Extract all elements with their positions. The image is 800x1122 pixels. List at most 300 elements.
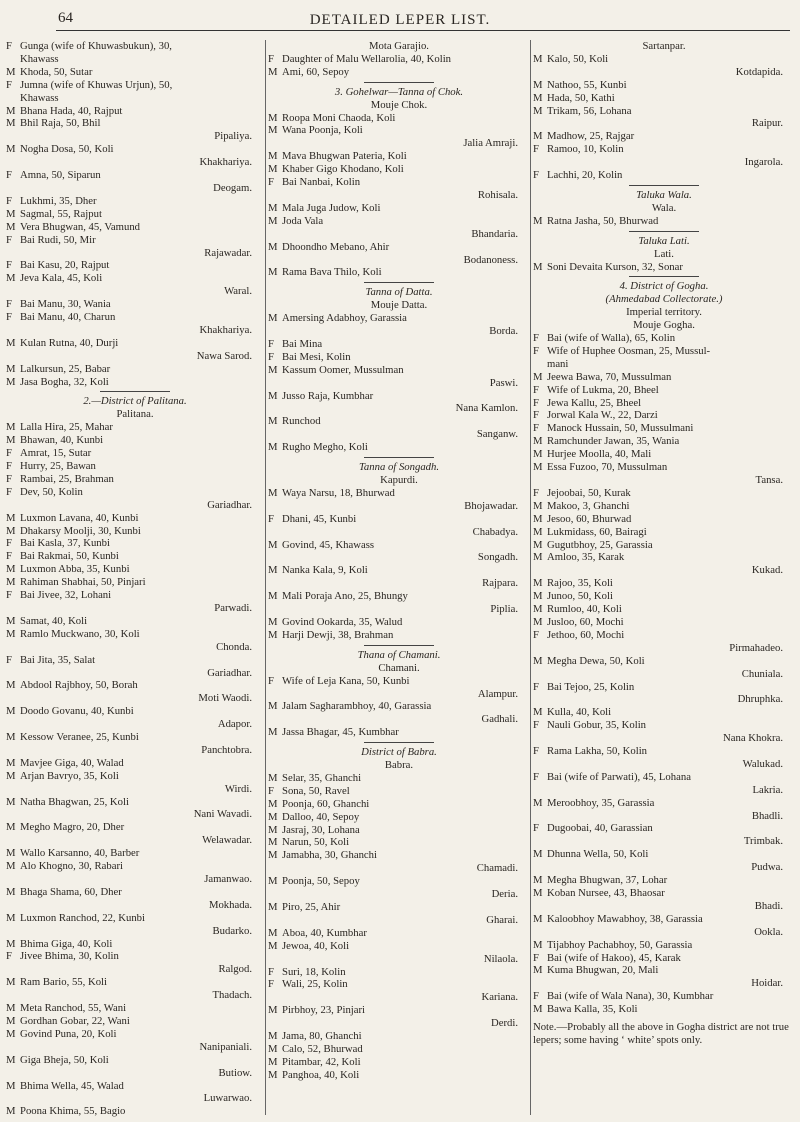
sex-marker: M	[533, 512, 543, 525]
entry-text: Rama Lakha, 50, Kolin	[547, 745, 648, 758]
sex-marker: M	[533, 938, 543, 951]
sex-marker: F	[6, 460, 12, 472]
sex-marker: M	[6, 220, 16, 233]
entry-text: Nogha Dosa, 50, Koli	[20, 143, 114, 156]
sex-marker: F	[268, 350, 274, 363]
sex-marker: M	[6, 821, 16, 834]
sex-marker: F	[533, 486, 539, 499]
entry-text: Dalloo, 40, Sepoy	[282, 810, 360, 823]
leper-entry	[533, 797, 795, 810]
entry-text: Luxmon Abba, 35, Kunbi	[20, 563, 130, 576]
village-name: Pirmahadeo.	[729, 641, 783, 654]
leper-entry	[533, 771, 795, 784]
leper-entry	[6, 486, 264, 499]
column-1	[6, 40, 264, 1118]
sex-marker: M	[6, 1053, 16, 1066]
village-name: Ralgod.	[218, 963, 252, 976]
sex-marker: M	[6, 1027, 16, 1040]
sex-marker: M	[533, 91, 543, 104]
leper-entry	[6, 363, 264, 376]
leper-entry	[268, 312, 530, 325]
entry-text: Piro, 25, Ahir	[282, 901, 341, 913]
leper-entry	[6, 337, 264, 350]
entry-text: Wife of Leja Kana, 50, Kunbi	[282, 674, 410, 687]
sex-marker: F	[533, 143, 539, 156]
village-name: Gariadhar.	[207, 498, 252, 511]
leper-entry	[268, 241, 530, 254]
village-name: Panchtobra.	[201, 743, 252, 756]
sex-marker: M	[6, 627, 16, 640]
footnote: Note.—Probably all the above in Gogha district are not true lepers; some having ‘ white’ spots only.	[533, 1021, 789, 1046]
entry-text: Trikam, 56, Lohana	[547, 104, 632, 117]
leper-entry	[6, 169, 264, 182]
sex-marker: M	[6, 207, 16, 220]
leper-entry	[533, 92, 795, 105]
sex-marker: M	[268, 415, 278, 428]
leper-entry	[6, 550, 264, 563]
sex-marker: M	[268, 726, 278, 739]
entry-text: Daughter of Malu Wellarolia, 40, Kolin	[282, 52, 452, 65]
entry-text: Sona, 50, Ravel	[282, 784, 350, 797]
entry-text: Lachhi, 20, Kolin	[547, 169, 623, 182]
section-divider	[364, 742, 434, 743]
place-heading: Imperial territory.	[626, 306, 702, 319]
leper-entry	[6, 66, 264, 79]
leper-entry	[6, 938, 264, 951]
sex-marker: M	[268, 849, 278, 862]
section-heading: Tanna of Datta.	[365, 286, 433, 299]
entry-text: Mavjee Giga, 40, Walad	[20, 756, 124, 769]
leper-entry	[533, 105, 795, 118]
place-heading: Palitana.	[116, 408, 154, 421]
sex-marker: M	[533, 848, 543, 861]
entry-text: Jasraj, 30, Lohana	[282, 823, 360, 836]
village-name: Chuniala.	[741, 667, 783, 680]
sex-marker: M	[268, 926, 278, 939]
sex-marker: M	[533, 551, 543, 564]
leper-entry	[6, 376, 264, 389]
village-name: Walukad.	[742, 757, 783, 770]
sex-marker: M	[533, 706, 543, 719]
village-name: Bhadi.	[754, 899, 783, 912]
entry-text: Bai Mesi, Kolin	[282, 350, 351, 363]
leper-entry	[6, 1028, 264, 1041]
sex-marker: M	[6, 769, 16, 782]
sex-marker: F	[533, 396, 539, 409]
entry-text: Rahiman Shabhai, 50, Pinjari	[20, 576, 146, 589]
sex-marker: M	[533, 448, 543, 461]
entry-text: Kuma Bhugwan, 20, Mali	[547, 964, 659, 977]
sex-marker: F	[533, 169, 539, 182]
sex-marker: M	[6, 705, 16, 718]
sex-marker: M	[268, 797, 278, 810]
entry-text: Runchod	[282, 415, 321, 428]
entry-text: Koban Nursee, 43, Bhaosar	[547, 887, 665, 899]
sex-marker: M	[533, 52, 543, 65]
place-heading: Lati.	[654, 247, 674, 260]
leper-entry	[6, 705, 264, 718]
entry-text: Bhima Giga, 40, Koli	[20, 937, 113, 950]
entry-text: Sagmal, 55, Rajput	[20, 207, 102, 220]
entry-text: Ratna Jasha, 50, Bhurwad	[547, 214, 659, 227]
entry-text: Meroobhoy, 35, Garassia	[547, 796, 655, 809]
leper-entry	[6, 912, 264, 925]
sex-marker: M	[6, 434, 16, 447]
entry-text: Pirbhoy, 23, Pinjari	[282, 1004, 366, 1017]
leper-entry	[533, 332, 795, 345]
entry-text: Lalla Hira, 25, Mahar	[20, 421, 113, 434]
running-head: DETAILED LEPER LIST.	[309, 12, 491, 28]
sex-marker: M	[6, 860, 16, 873]
entry-text: Kaloobhoy Mawabhoy, 38, Garassia	[547, 912, 703, 925]
sex-marker: M	[6, 421, 16, 434]
entry-text: Alo Khogno, 30, Rabari	[20, 860, 124, 873]
village-name: Welawadar.	[202, 834, 252, 847]
entry-text: Govind Puna, 20, Koli	[20, 1027, 117, 1040]
leper-entry	[6, 628, 264, 641]
sex-marker: M	[268, 810, 278, 823]
village-name: Pudwa.	[751, 861, 783, 874]
sex-marker: M	[6, 756, 16, 769]
leper-entry	[533, 130, 795, 143]
sex-marker: M	[6, 1079, 16, 1092]
entry-continuation: Khawass	[20, 52, 59, 65]
entry-text: Jorwal Kala W., 22, Darzi	[547, 409, 658, 422]
sex-marker: F	[533, 770, 539, 783]
village-name: Rajpara.	[482, 577, 518, 590]
leper-entry	[268, 1069, 530, 1082]
entry-text: Joda Vala	[282, 214, 324, 227]
village-name: Kukad.	[751, 564, 783, 577]
leper-entry	[268, 112, 530, 125]
village-name: Trimbak.	[743, 835, 783, 848]
leper-entry	[268, 836, 530, 849]
place-heading: Babra.	[384, 759, 414, 772]
leper-entry	[6, 473, 264, 486]
sex-marker: M	[268, 441, 278, 454]
sex-marker: M	[268, 150, 278, 163]
entry-text: Waya Narsu, 18, Bhurwad	[282, 486, 395, 499]
village-name: Pipaliya.	[214, 130, 252, 143]
entry-text: Vera Bhugwan, 45, Vamund	[20, 220, 141, 233]
sex-marker: M	[268, 1055, 278, 1068]
sex-marker: M	[533, 1003, 543, 1016]
entry-text: Giga Bheja, 50, Koli	[20, 1053, 109, 1066]
leper-entry	[533, 719, 795, 732]
village-name: Deria.	[491, 888, 518, 901]
entry-text: Jusloo, 60, Mochi	[547, 615, 624, 628]
sex-marker: M	[533, 499, 543, 512]
sex-marker: M	[268, 163, 278, 176]
leper-entry	[6, 589, 264, 602]
sex-marker: M	[6, 117, 16, 130]
village-name: Nana Khokra.	[723, 732, 783, 745]
leper-entry	[533, 822, 795, 835]
column-3	[533, 40, 795, 1047]
entry-text: Bhaga Shama, 60, Dher	[20, 885, 122, 898]
leper-entry	[533, 513, 795, 526]
entry-text: Wali, 25, Kolin	[282, 978, 348, 991]
sex-marker: F	[533, 680, 539, 693]
village-name: Rajawadar.	[204, 246, 252, 259]
village-name: Ookla.	[754, 925, 783, 938]
entry-text: Rumloo, 40, Koli	[547, 603, 622, 616]
leper-entry	[6, 757, 264, 770]
sex-marker: M	[268, 363, 278, 376]
entry-text: Bai Rakmai, 50, Kunbi	[20, 550, 119, 563]
entry-text: Nathoo, 55, Kunbi	[547, 78, 627, 91]
village-name: Wirdi.	[224, 782, 252, 795]
section-heading: (Ahmedabad Collectorate.)	[605, 293, 723, 306]
leper-entry	[6, 421, 264, 434]
leper-entry	[6, 259, 264, 272]
sex-marker: F	[6, 311, 12, 324]
leper-entry	[268, 1043, 530, 1056]
sex-marker: M	[6, 375, 16, 388]
leper-entry	[6, 525, 264, 538]
sex-marker: F	[268, 512, 274, 525]
leper-entry	[533, 215, 795, 228]
leper-entry	[268, 616, 530, 629]
entry-text: Bai (wife of Wala Nana), 30, Kumbhar	[547, 990, 714, 1003]
entry-text: Ram Bario, 55, Koli	[20, 976, 107, 989]
entry-text: Amersing Adabhoy, Garassia	[282, 312, 407, 325]
leper-entry	[6, 847, 264, 860]
entry-text: Ami, 60, Sepoy	[282, 65, 350, 78]
entry-text: Govind, 45, Khawass	[282, 538, 375, 551]
entry-text: Kulla, 40, Koli	[547, 706, 612, 719]
leper-entry	[533, 53, 795, 66]
sex-marker: M	[6, 272, 16, 285]
sex-marker: M	[533, 130, 543, 143]
entry-text: Mala Juga Judow, Koli	[282, 201, 381, 214]
section-heading: Tanna of Songadh.	[358, 461, 440, 474]
entry-text: Jeva Kala, 45, Koli	[20, 272, 103, 285]
sex-marker: M	[6, 1014, 16, 1027]
sex-marker: M	[268, 836, 278, 849]
leper-entry	[268, 1030, 530, 1043]
entry-text: Rugho Megho, Koli	[282, 441, 368, 454]
entry-text: Bai Kasu, 20, Rajput	[20, 259, 110, 272]
sex-marker: F	[6, 78, 12, 91]
entry-text: Bai (wife of Hakoo), 45, Karak	[547, 951, 681, 964]
leper-entry	[268, 978, 530, 991]
entry-text: Abdool Rajbhoy, 50, Borah	[20, 679, 138, 692]
leper-entry	[268, 726, 530, 739]
village-name: Borda.	[489, 325, 518, 338]
entry-text: Bhawan, 40, Kunbi	[20, 434, 104, 447]
entry-text: Bhima Wella, 45, Walad	[20, 1079, 124, 1092]
entry-text: Kalo, 50, Koli	[547, 52, 609, 65]
sex-marker: F	[268, 674, 274, 687]
sex-marker: F	[6, 169, 12, 182]
village-name: Bhandaria.	[471, 227, 518, 240]
leper-entry	[533, 448, 795, 461]
village-name: Jalia Amraji.	[463, 137, 518, 150]
sex-marker: M	[268, 1042, 278, 1055]
leper-entry	[268, 590, 530, 603]
leper-entry	[6, 234, 264, 247]
sex-marker: M	[6, 576, 16, 589]
leper-entry	[268, 564, 530, 577]
leper-entry	[533, 952, 795, 965]
section-divider	[100, 391, 170, 392]
leper-entry	[533, 848, 795, 861]
leper-entry	[268, 875, 530, 888]
entry-text: Dhunna Wella, 50, Koli	[547, 848, 649, 861]
entry-text: Jasa Bogha, 32, Koli	[20, 375, 109, 388]
leper-entry	[533, 616, 795, 629]
leper-entry	[268, 390, 530, 403]
entry-text: Rama Bava Thilo, Koli	[282, 266, 382, 279]
sex-marker: F	[6, 653, 12, 666]
entry-text: Bai Manu, 40, Charun	[20, 311, 116, 324]
entry-text: Roopa Moni Chaoda, Koli	[282, 111, 396, 124]
village-name: Waral.	[224, 285, 252, 298]
leper-entry	[6, 654, 264, 667]
leper-entry	[6, 434, 264, 447]
entry-text: Hurry, 25, Bawan	[20, 460, 96, 472]
sex-marker: M	[6, 911, 16, 924]
sex-marker: M	[6, 143, 16, 156]
entry-text: Bai Tejoo, 25, Kolin	[547, 680, 635, 693]
leper-entry	[533, 1003, 795, 1016]
entry-text: Dhoondho Mebano, Ahir	[282, 240, 390, 253]
entry-text: Luxmon Ranchod, 22, Kunbi	[20, 911, 145, 924]
sex-marker: M	[533, 874, 543, 887]
leper-entry	[6, 796, 264, 809]
sex-marker: M	[533, 538, 543, 551]
village-name: Gariadhar.	[207, 666, 252, 679]
leper-entry	[533, 874, 795, 887]
leper-entry	[533, 629, 795, 642]
entry-text: Wana Poonja, Koli	[282, 124, 363, 137]
entry-text: Natha Bhagwan, 25, Koli	[20, 795, 129, 808]
entry-text: Jalam Sagharambhoy, 40, Garassia	[282, 700, 432, 713]
village-name: Ingarola.	[744, 156, 783, 169]
entry-text: Bai Nanbai, Kolin	[282, 176, 361, 189]
entry-text: Khoda, 50, Sutar	[20, 65, 93, 78]
sex-marker: M	[533, 654, 543, 667]
entry-text: Govind Ookarda, 35, Walud	[282, 615, 403, 628]
sex-marker: M	[6, 679, 16, 692]
leper-entry	[268, 266, 530, 279]
leper-entry	[533, 939, 795, 952]
entry-continuation: mani	[547, 357, 569, 370]
entry-text: Bai Kasla, 37, Kunbi	[20, 537, 110, 550]
entry-text: Calo, 52, Bhurwad	[282, 1042, 363, 1055]
entry-text: Megha Bhugwan, 37, Lohar	[547, 874, 668, 887]
entry-text: Bhil Raja, 50, Bhil	[20, 117, 101, 130]
sex-marker: F	[533, 628, 539, 641]
entry-text: Aboa, 40, Kumbhar	[282, 926, 367, 939]
entry-text: Lalkursun, 25, Babar	[20, 362, 111, 375]
page-number: 64	[58, 10, 73, 26]
leper-entry	[533, 409, 795, 422]
village-name: Tansa.	[755, 474, 783, 486]
place-heading: Wala.	[651, 201, 677, 214]
sex-marker: M	[6, 976, 16, 989]
entry-text: Jewa Kallu, 25, Bheel	[547, 396, 642, 409]
leper-entry	[6, 576, 264, 589]
sex-marker: M	[6, 937, 16, 950]
entry-text: Mali Poraja Ano, 25, Bhungy	[282, 590, 408, 603]
village-name: Moti Waodi.	[198, 692, 252, 705]
leper-entry	[533, 500, 795, 513]
leper-entry	[6, 298, 264, 311]
sex-marker: M	[533, 260, 543, 273]
leper-entry	[6, 860, 264, 873]
leper-entry	[268, 415, 530, 428]
leper-entry	[6, 208, 264, 221]
sex-marker: M	[268, 1004, 278, 1017]
leper-entry	[268, 215, 530, 228]
leper-entry	[533, 169, 795, 182]
sex-marker: F	[6, 194, 12, 207]
entry-text: Ramchunder Jawan, 35, Wania	[547, 435, 680, 448]
leper-entry	[268, 202, 530, 215]
village-name: Jamanwao.	[204, 873, 252, 885]
village-name: Piplia.	[490, 603, 518, 616]
section-heading: District of Babra.	[361, 746, 437, 759]
sex-marker: M	[268, 628, 278, 641]
leper-entry	[6, 563, 264, 576]
entry-text: Soni Devaita Kurson, 32, Sonar	[547, 260, 683, 273]
leper-entry	[268, 811, 530, 824]
entry-text: Wallo Karsanno, 40, Barber	[20, 847, 140, 860]
entry-text: Bai Jita, 35, Salat	[20, 653, 96, 666]
leper-entry	[268, 1056, 530, 1069]
leper-entry	[268, 364, 530, 377]
leper-entry	[6, 195, 264, 208]
sex-marker: M	[268, 901, 278, 913]
leper-entry	[533, 706, 795, 719]
entry-text: Jamabha, 30, Ghanchi	[282, 849, 377, 862]
entry-text: Lukmidass, 60, Bairagi	[547, 525, 647, 538]
entry-text: Arjan Bavryo, 35, Koli	[20, 769, 119, 782]
leper-entry	[268, 513, 530, 526]
leper-entry	[6, 143, 264, 156]
entry-text: Bawa Kalla, 35, Koli	[547, 1003, 638, 1016]
sex-marker: F	[6, 298, 12, 311]
sex-marker: M	[6, 1002, 16, 1015]
section-heading: 4. District of Gogha.	[619, 280, 709, 293]
leper-entry	[6, 272, 264, 285]
entry-text: Jesoo, 60, Bhurwad	[547, 512, 632, 525]
entry-text: Ramlo Muckwano, 30, Koli	[20, 627, 140, 640]
village-name: Luwarwao.	[203, 1092, 252, 1105]
leper-entry	[6, 976, 264, 989]
entry-text: Jumna (wife of Khuwas Urjun), 50,	[20, 78, 173, 91]
sex-marker: M	[533, 796, 543, 809]
entry-text: Amna, 50, Siparun	[20, 169, 101, 182]
leper-entry	[268, 849, 530, 862]
entry-text: Wife of Huphee Oosman, 25, Mussul-	[547, 344, 711, 357]
leper-entry	[6, 512, 264, 525]
entry-text: Poona Khima, 55, Bagio	[20, 1105, 126, 1118]
section-heading: Taluka Wala.	[636, 188, 692, 201]
leper-entry	[533, 261, 795, 274]
entry-text: Hada, 50, Kathi	[547, 91, 615, 104]
sex-marker: M	[6, 563, 16, 576]
sex-marker: F	[6, 233, 12, 246]
entry-text: Luxmon Lavana, 40, Kunbi	[20, 511, 139, 524]
sex-marker: M	[268, 486, 278, 499]
sex-marker: M	[268, 700, 278, 713]
leper-entry	[533, 384, 795, 397]
entry-text: Bai (wife of Walla), 65, Kolin	[547, 332, 676, 345]
sex-marker: M	[6, 731, 16, 744]
